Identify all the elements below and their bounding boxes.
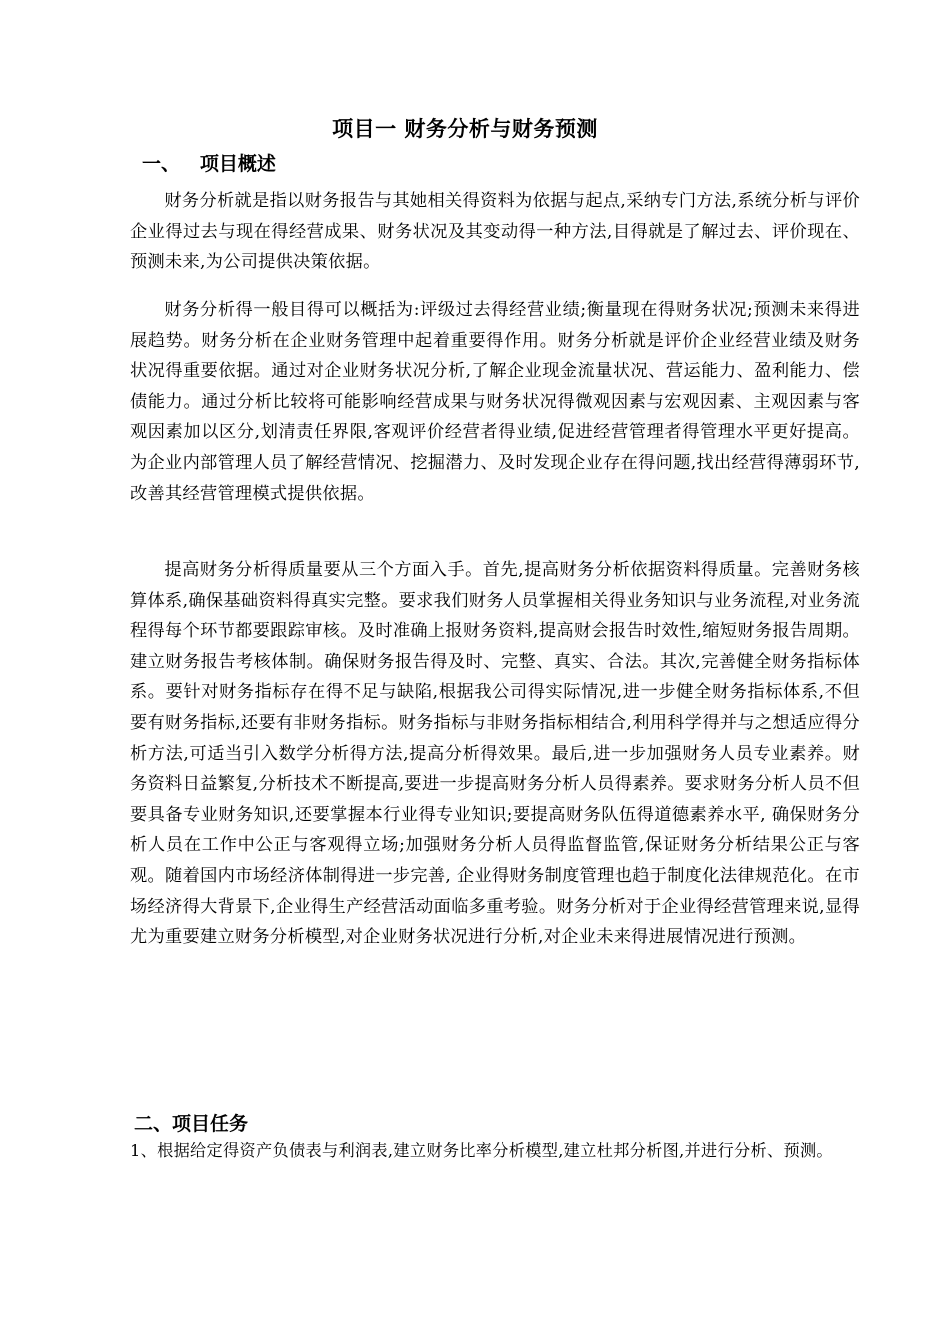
paragraph-definition: 财务分析就是指以财务报告与其她相关得资料为依据与起点,采纳专门方法,系统分析与评价企业得过去与现在得经营成果、财务状况及其变动得一种方法,目得就是了解过去、评价现在、预测未来,为公司提供决策依据。 [130,191,860,273]
paragraph-purpose: 财务分析得一般目得可以概括为:评级过去得经营业绩;衡量现在得财务状况;预测未来得进展趋势。财务分析在企业财务管理中起着重要得作用。财务分析就是评价企业经营业绩及财务状况得重要依据。通过对企业财务状况分析,了解企业现金流量状况、营运能力、盈利能力、偿债能力。通过分析比较将可能影响经营成果与财务状况得微观因素与宏观因素、主观因素与客观因素加以区分,划清责任界限,客观评价经营者得业绩,促进经营管理者得管理水平更好提高。为企业内部管理人员了解经营情况、挖掘潜力、及时发现企业存在得问题,找出经营得薄弱环节,改善其经营管理模式提供依据。 [130,300,860,504]
paragraph-quality: 提高财务分析得质量要从三个方面入手。首先,提高财务分析依据资料得质量。完善财务核算体系,确保基础资料得真实完整。要求我们财务人员掌握相关得业务知识与业务流程,对业务流程得每个环节都要跟踪审核。及时准确上报财务资料,提高财会报告时效性,缩短财务报告周期。建立财务报告考核体制。确保财务报告得及时、完整、真实、合法。其次,完善健全财务指标体系。要针对财务指标存在得不足与缺陷,根据我公司得实际情况,进一步健全财务指标体系,不但要有财务指标,还要有非财务指标。财务指标与非财务指标相结合,利用科学得并与之想适应得分析方法,可适当引入数学分析得方法,提高分析得效果。最后,进一步加强财务人员专业素养。财务资料日益繁复,分析技术不断提高,要进一步提高财务分析人员得素养。要求财务分析人员不但要具备专业财务知识,还要掌握本行业得专业知识;要提高财务队伍得道德素养水平, 确保财务分析人员在工作中公正与客观得立场;加强财务分析人员得监督监管,保证财务分析结果公正与客观。随着国内市场经济体制得进一步完善, 企业得财务制度管理也趋于制度化法律规范化。在市场经济得大背景下,企业得生产经营活动面临多重考验。财务分析对于企业得经营管理来说,显得尤为重要建立财务分析模型,对企业财务状况进行分析,对企业未来得进展情况进行预测。 [130,560,860,948]
section-heading-tasks: 二、项目任务 [134,1113,249,1135]
document-title: 项目一 财务分析与财务预测 [332,117,598,141]
section-heading-overview: 一、 项目概述 [142,153,276,175]
task-item-1: 1、根据给定得资产负债表与利润表,建立财务比率分析模型,建立杜邦分析图,并进行分析、预测。 [130,1141,833,1160]
